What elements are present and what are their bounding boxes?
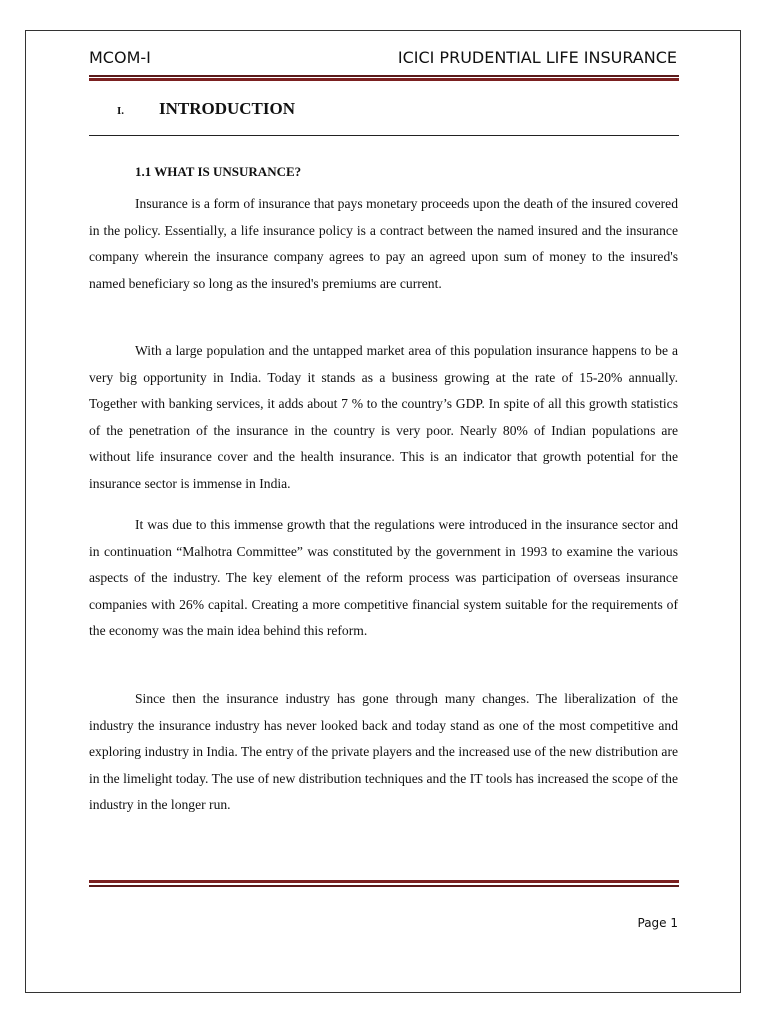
paragraph-1: Insurance is a form of insurance that pays monetary proceeds upon the death of the insured covered in the policy. Essentially, a life insurance policy is a contract between the named insured and the insurance company wherein the insurance company agrees to pay an agreed upon sum of money to the insured's named beneficiary so long as the insured's premiums are current. bbox=[89, 196, 678, 291]
paragraph-3: It was due to this immense growth that the regulations were introduced in the insurance sector and in continuation “Malhotra Committee” was constituted by the government in 1993 to examine the various aspects of the industry. The key element of the reform process was participation of overseas insurance companies with 26% capital. Creating a more competitive financial system suitable for the requirements of the economy was the main idea behind this reform. bbox=[89, 517, 678, 639]
section-title: INTRODUCTION bbox=[159, 99, 296, 118]
paragraph-2: With a large population and the untapped market area of this population insurance happens to be a very big opportunity in India. Today it stands as a business growing at the rate of 15-20% annually. Together with banking services, it adds about 7 % to the country’s GDP. In spite of all this growth statistics of the penetration of the insurance in the country is very poor. Nearly 80% of Indian populations are without life insurance cover and the health insurance. This is an indicator that growth potential for the insurance sector is immense in India. bbox=[89, 343, 678, 491]
page-header bbox=[89, 48, 679, 74]
page-number: Page 1 bbox=[637, 916, 678, 930]
footer-rule-top bbox=[89, 880, 679, 883]
header-title: ICICI PRUDENTIAL LIFE INSURANCE bbox=[397, 48, 677, 67]
section-number: I. bbox=[117, 105, 125, 117]
subsection-title: 1.1 WHAT IS UNSURANCE? bbox=[135, 164, 302, 179]
section-rule bbox=[89, 135, 679, 136]
paragraph-4: Since then the insurance industry has gone through many changes. The liberalization of the industry the insurance industry has never looked back and today stand as one of the most competitive and exploring industry in India. The entry of the private players and the increased use of the new distribution are in the limelight today. The use of new distribution techniques and the IT tools has increased the scope of the industry in the longer run. bbox=[89, 691, 679, 813]
header-rule-top bbox=[89, 75, 679, 77]
footer-rule-bottom bbox=[89, 885, 679, 887]
header-rule-bottom bbox=[89, 78, 679, 81]
header-course: MCOM-I bbox=[89, 48, 151, 67]
